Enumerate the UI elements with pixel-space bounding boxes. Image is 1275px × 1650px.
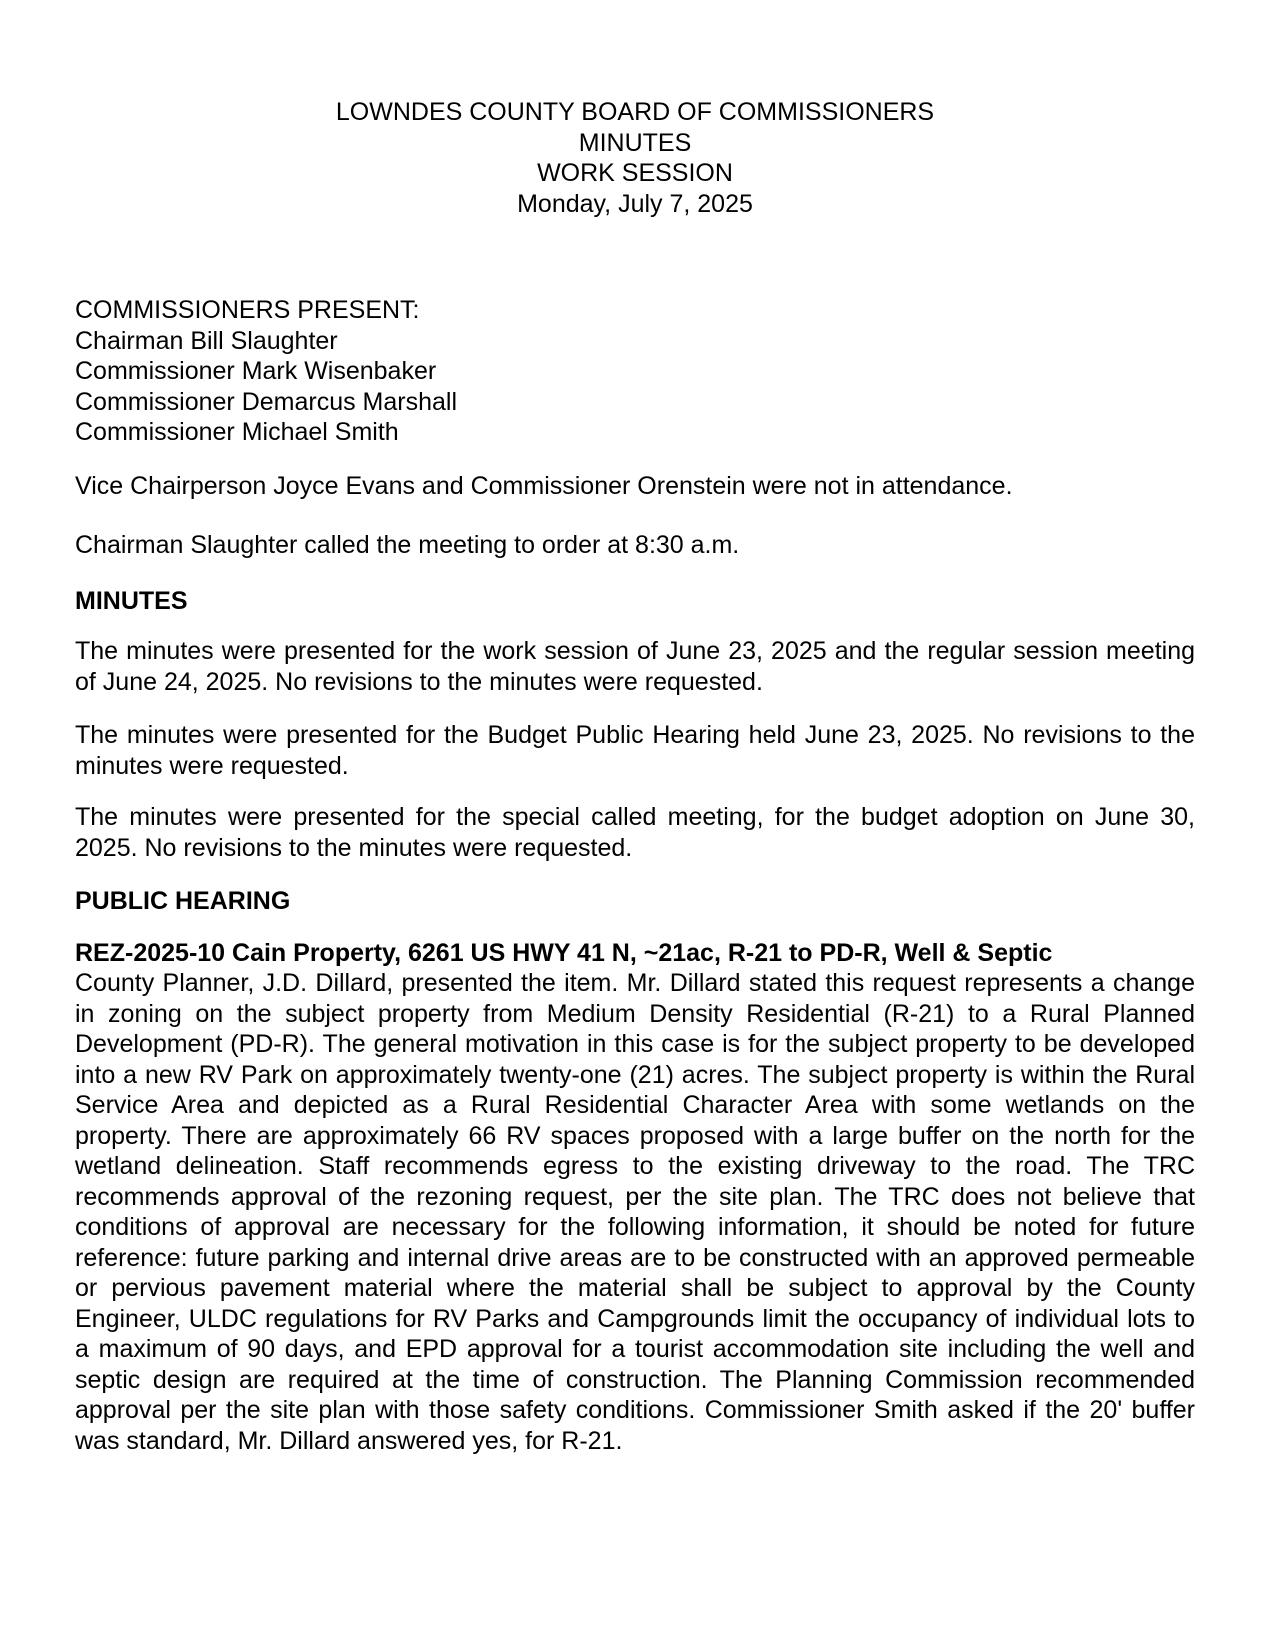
commissioner-name: Chairman Bill Slaughter: [75, 326, 338, 355]
public-hearing-heading: PUBLIC HEARING: [75, 887, 291, 915]
commissioner-name: Commissioner Demarcus Marshall: [75, 387, 458, 416]
minutes-section: [75, 586, 1195, 864]
header-session-type: WORK SESSION: [537, 159, 733, 187]
minutes-paragraph: The minutes were presented for the Budget Public Hearing held June 23, 2025. No revisions to the minutes were requested.: [75, 721, 1195, 780]
hearing-item-body: County Planner, J.D. Dillard, presented the item. Mr. Dillard stated this request represents a change in zoning on the subject property from Medium Density Residential (R-21) to a Rural Planned Development (PD-R). The general motivation in this case is for the subject property to be developed into a new RV Park on approximately twenty-one (21) acres. The subject property is within the Rural Service Area and depicted as a Rural Residential Character Area with some wetlands on the property. There are approximately 66 RV spaces proposed with a large buffer on the north for the wetland delineation. Staff recommends egress to the existing driveway to the road. The TRC recommends approval of the rezoning request, per the site plan. The TRC does not believe that conditions of approval are necessary for the following information, it should be noted for future reference: future parking and internal drive areas are to be constructed with an approved permeable or pervious pavement material where the material shall be subject to approval by the County Engineer, ULDC regulations for RV Parks and Campgrounds limit the occupancy of individual lots to a maximum of 90 days, and EPD approval for a tourist accommodation site including the well and septic design are required at the time of construction. The Planning Commission recommended approval per the site plan with those safety conditions. Commissioner Smith asked if the 20' buffer was standard, Mr. Dillard answered yes, for R-21.: [75, 969, 1195, 1455]
absent-note: Vice Chairperson Joyce Evans and Commissioner Orenstein were not in attendance.: [75, 471, 1013, 500]
minutes-paragraph: The minutes were presented for the special called meeting, for the budget adoption on June 30, 2025. No revisions to the minutes were requested.: [75, 803, 1195, 862]
minutes-heading: MINUTES: [75, 586, 188, 615]
call-to-order-note: Chairman Slaughter called the meeting to order at 8:30 a.m.: [75, 531, 740, 559]
commissioner-name: Commissioner Mark Wisenbaker: [75, 357, 437, 385]
minutes-paragraph: The minutes were presented for the work session of June 23, 2025 and the regular session meeting of June 24, 2025. No revisions to the minutes were requested.: [75, 637, 1195, 696]
document-header: [75, 97, 1195, 219]
commissioners-present-label: COMMISSIONERS PRESENT:: [75, 296, 420, 324]
commissioner-name: Commissioner Michael Smith: [75, 418, 399, 446]
public-hearing-section: [75, 886, 1195, 1456]
header-date: Monday, July 7, 2025: [517, 189, 753, 218]
hearing-item-title: REZ-2025-10 Cain Property, 6261 US HWY 41 N, ~21ac, R-21 to PD-R, Well & Septic: [75, 938, 1053, 967]
attendance-section: [75, 295, 1195, 561]
header-organization: LOWNDES COUNTY BOARD OF COMMISSIONERS: [335, 98, 935, 126]
header-doc-type: MINUTES: [578, 128, 692, 157]
